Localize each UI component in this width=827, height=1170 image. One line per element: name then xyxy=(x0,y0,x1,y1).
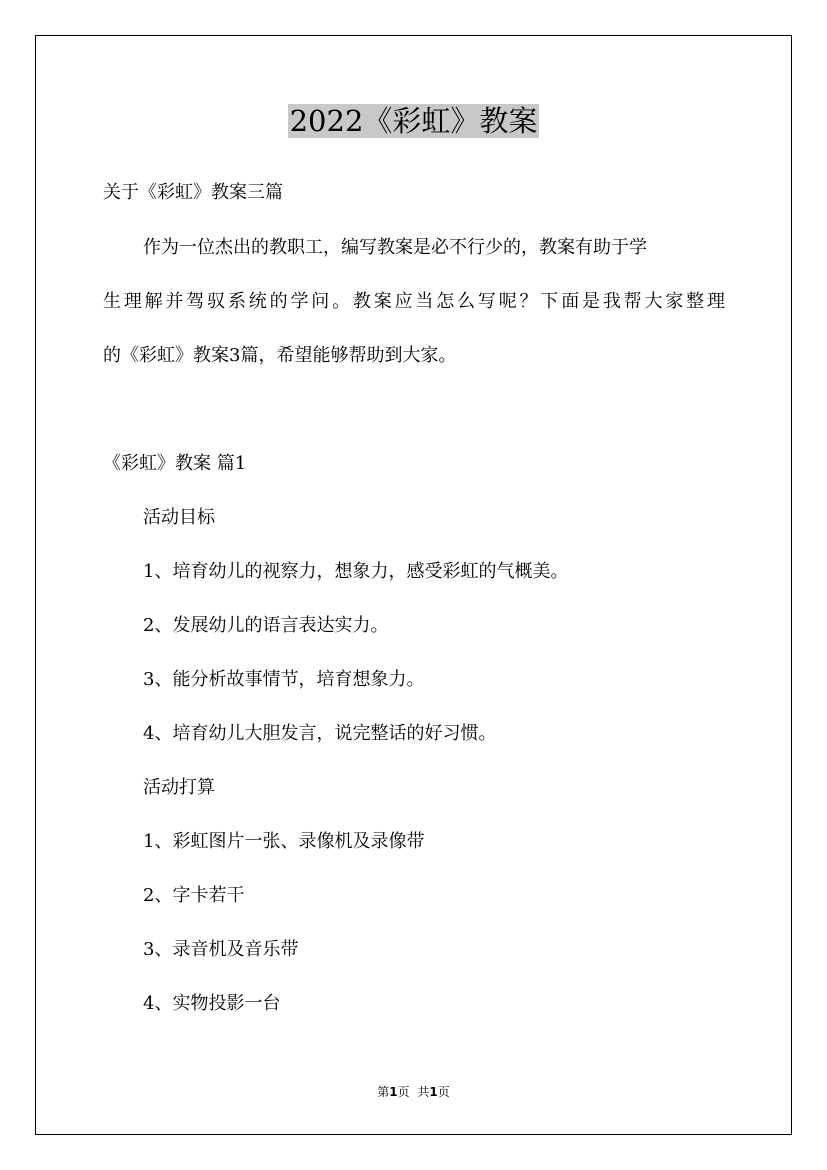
goal-item-3: 3、能分析故事情节，培育想象力。 xyxy=(143,669,425,690)
document-subtitle: 关于《彩虹》教案三篇 xyxy=(103,182,283,203)
prep-item-1: 1、彩虹图片一张、录像机及录像带 xyxy=(143,831,425,852)
total-pages: 1 xyxy=(429,1085,438,1099)
section-heading: 《彩虹》教案 篇1 xyxy=(103,453,247,474)
goals-heading: 活动目标 xyxy=(143,507,215,528)
document-title-text: 2022《彩虹》教案 xyxy=(289,104,538,138)
total-label-suffix: 页 xyxy=(437,1085,450,1099)
document-title xyxy=(0,102,827,140)
total-label-prefix: 共 xyxy=(417,1085,430,1099)
prep-item-4: 4、实物投影一台 xyxy=(143,993,281,1014)
intro-line-3: 的《彩虹》教案3篇，希望能够帮助到大家。 xyxy=(103,345,457,366)
goal-item-1: 1、培育幼儿的视察力，想象力，感受彩虹的气概美。 xyxy=(143,561,569,582)
page-footer xyxy=(0,1083,827,1101)
page-label-suffix: 页 xyxy=(397,1085,410,1099)
prep-heading: 活动打算 xyxy=(143,777,215,798)
intro-line-1: 作为一位杰出的教职工，编写教案是必不行少的，教案有助于学 xyxy=(143,237,647,258)
prep-item-2: 2、字卡若干 xyxy=(143,885,245,906)
page-label-prefix: 第 xyxy=(377,1085,390,1099)
goal-item-4: 4、培育幼儿大胆发言，说完整话的好习惯。 xyxy=(143,723,497,744)
goal-item-2: 2、发展幼儿的语言表达实力。 xyxy=(143,615,389,636)
intro-line-2: 生理解并驾驭系统的学问。教案应当怎么写呢？下面是我帮大家整理 xyxy=(103,291,725,312)
prep-item-3: 3、录音机及音乐带 xyxy=(143,939,299,960)
page-number: 1 xyxy=(389,1085,398,1099)
